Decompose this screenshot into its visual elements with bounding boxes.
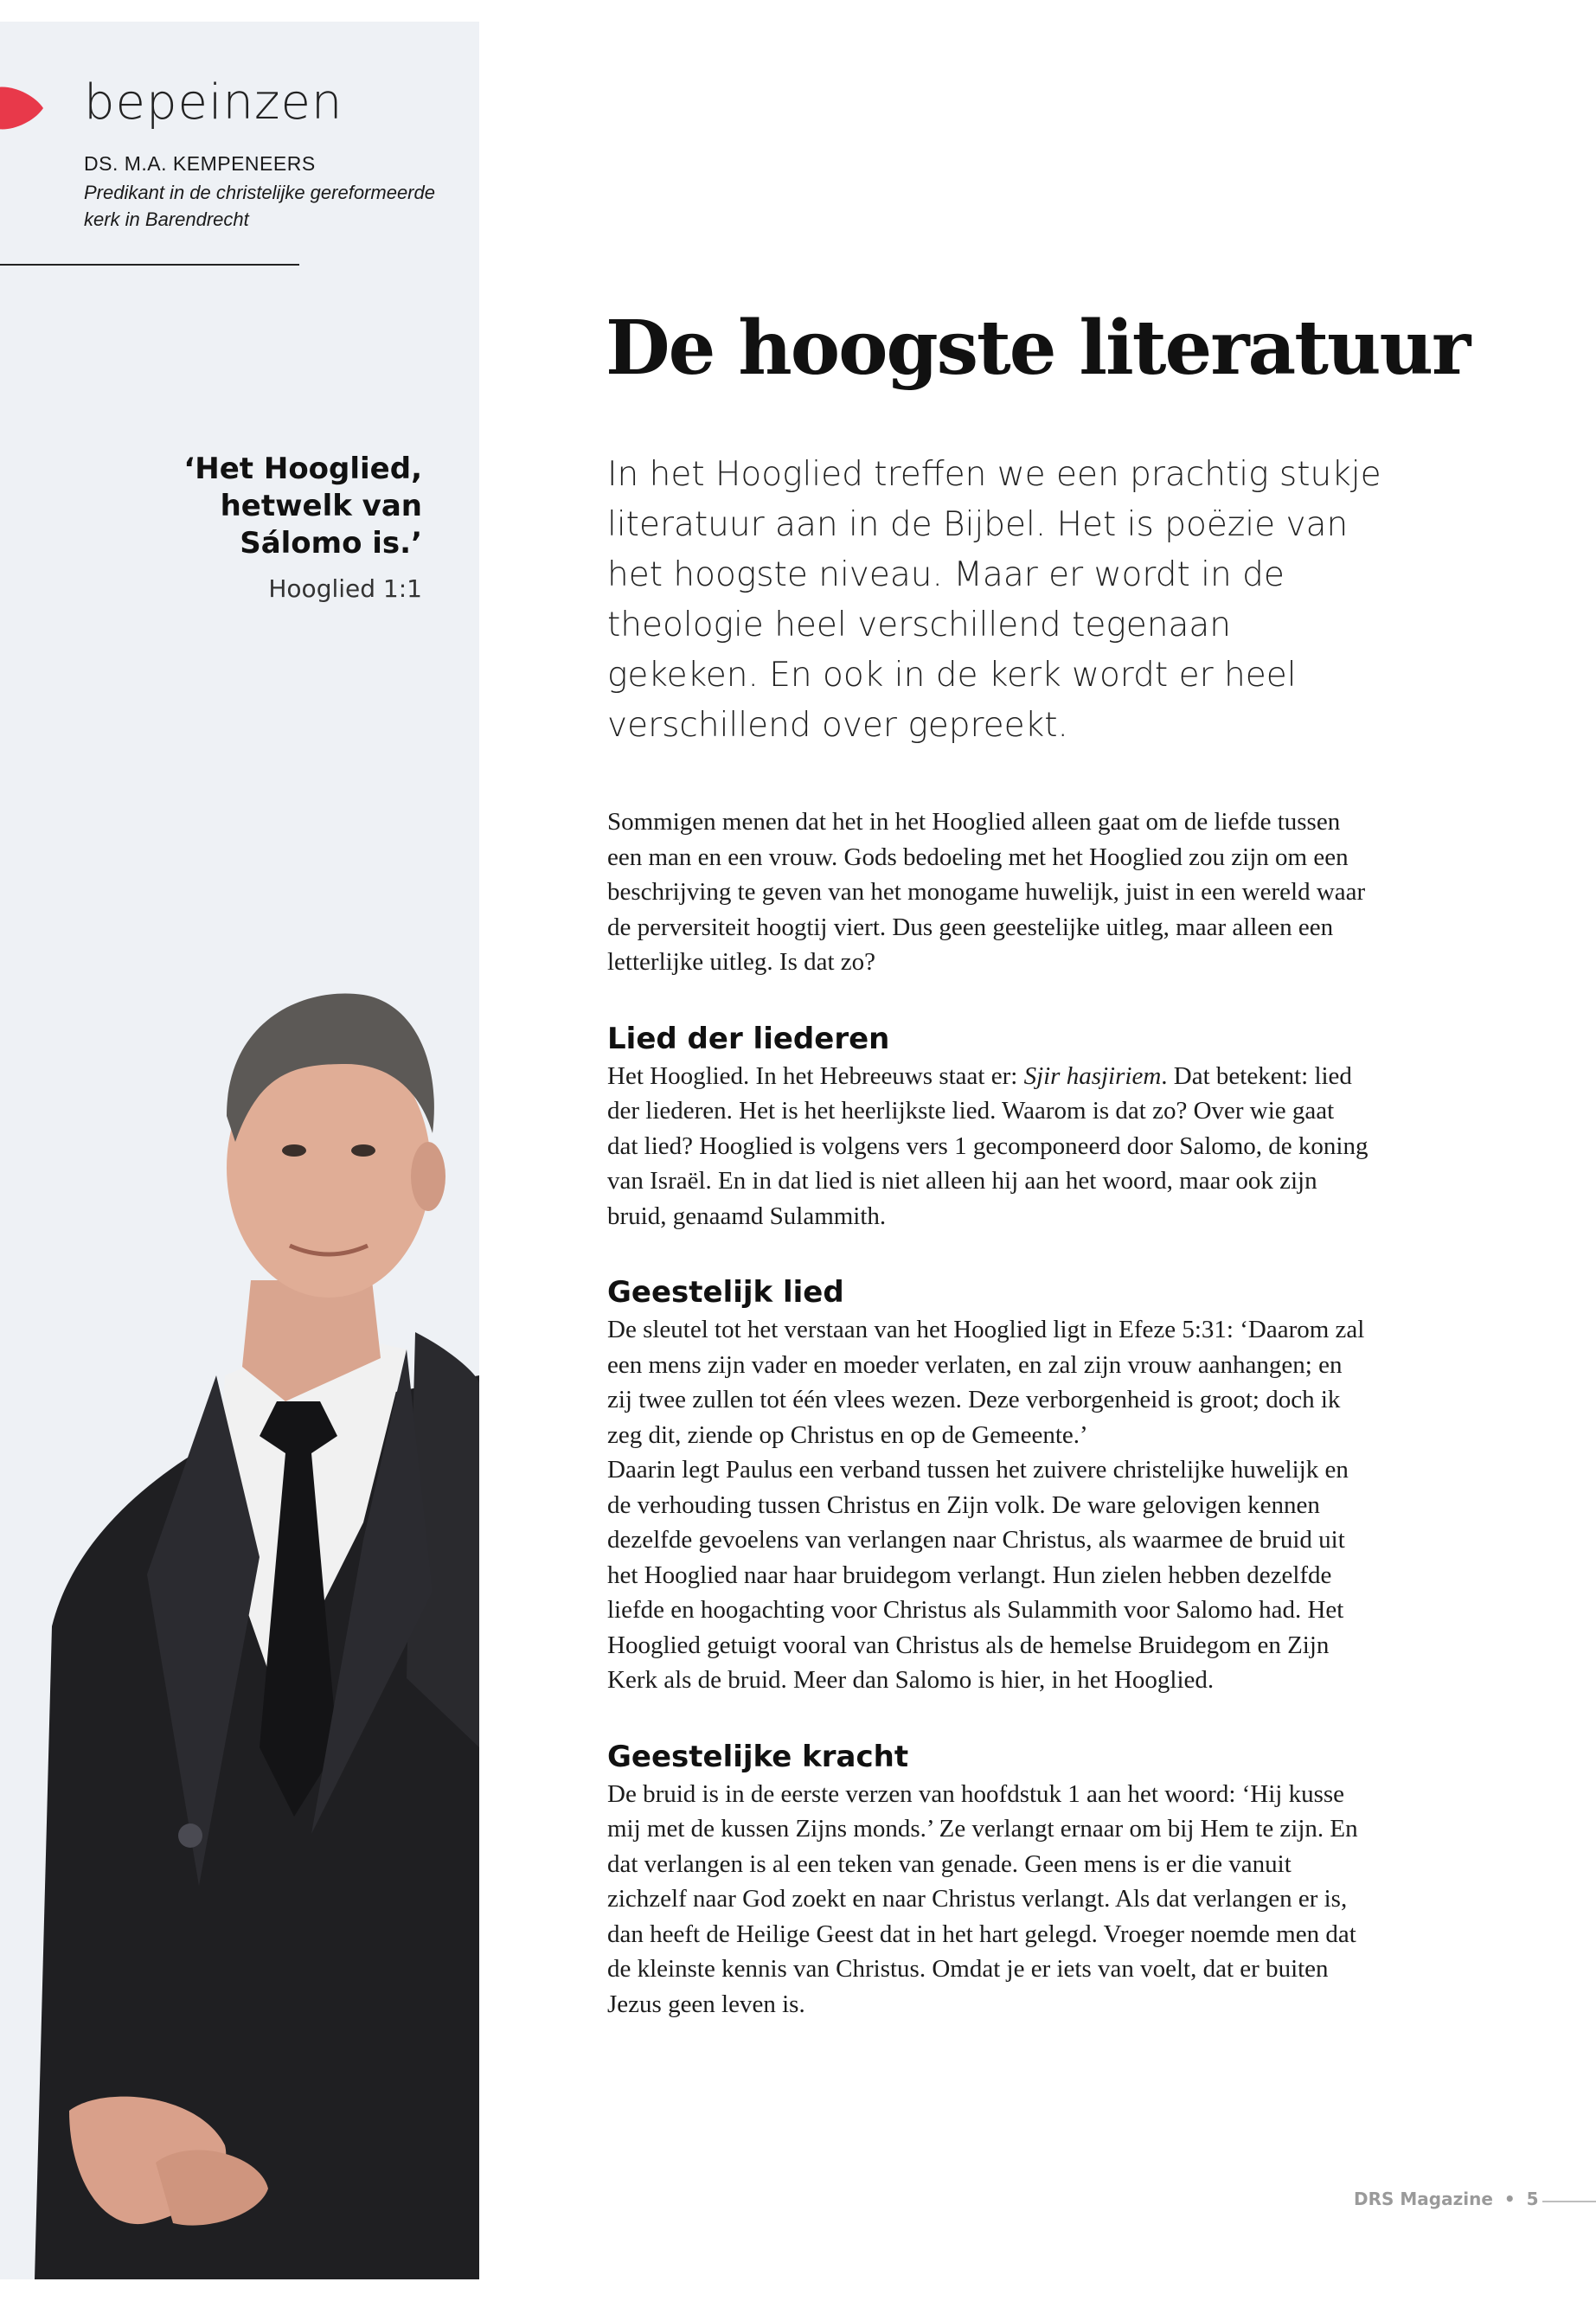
section-paragraph (607, 1059, 1368, 1234)
text-run: . Dat betekent: lied der liederen. Het is het heerlijkste lied. Waarom is dat zo? Over wie gaat dat lied? Hooglied is volgens vers 1 gecomponeerd door Salomo, de koning van Israël. En in dat lied is niet alleen hij aan het woord, maar ook zijn bruid, genaamd Sulammith. (607, 1061, 1368, 1230)
author-portrait (0, 969, 479, 2279)
red-leaf-icon (0, 84, 45, 132)
section-heading: Lied der liederen (607, 1021, 890, 1056)
section-paragraph: Daarin legt Paulus een verband tussen het zuivere christelijke huwelijk en de verhouding tussen Christus en Zijn volk. De ware gelovigen kennen dezelfde gevoelens van verlangen naar Christus, als waarmee de bruid uit het Hooglied naar haar bruidegom verlangt. Hun zielen hebben dezelfde liefde en hoogachting voor Christus als Sulammith voor Salomo had. Het Hooglied getuigt vooral van Christus als de hemelse Bruidegom en Zijn Kerk als de bruid. Meer dan Salomo is hier, in het Hooglied. (607, 1456, 1349, 1694)
page-footer (1354, 2189, 1539, 2209)
opening-paragraph: Sommigen menen dat het in het Hooglied alleen gaat om de liefde tussen een man en een vrouw. Gods bedoeling met het Hooglied zou zijn om een beschrijving te geven van het monogame huwelijk, juist in een wereld waar de perversiteit hoogtij viert. Dus geen geestelijke uitleg, maar alleen een letterlijke uitleg. Is dat zo? (607, 808, 1366, 976)
article-body (607, 804, 1368, 2022)
section-paragraph: De bruid is in de eerste verzen van hoofdstuk 1 aan het woord: ‘Hij kusse mij met de kussen Zijns monds.’ Ze verlangt ernaar om bij Hem te zijn. En dat verlangen is al een teken van genade. Geen mens is er die vanuit zichzelf naar God zoekt en naar Christus verlangt. Als dat verlangen er is, dan heeft de Heilige Geest dat in het hart gelegd. Vroeger noemde men dat de kleinste kennis van Christus. Omdat je er iets van voelt, dat er buiten Jezus geen leven is. (607, 1779, 1358, 2018)
section-heading: Geestelijke kracht (607, 1739, 909, 1774)
pull-quote-source: Hooglied 1:1 (268, 574, 422, 603)
pull-quote: ‘Het Hooglied, hetwelk van Sálomo is.’ (183, 452, 422, 561)
text-run: Het Hooglied. In het Hebreeuws staat er: (607, 1061, 1024, 1090)
footer-separator: • (1503, 2189, 1516, 2209)
article-intro: In het Hooglied treffen we een prachtig stukje literatuur aan in de Bijbel. Het is poëzie van het hoogste niveau. Maar er wordt in de theologie heel verschillend tegenaan gekeken. En ook in de kerk wordt er heel verschillend over gepreekt. (607, 455, 1381, 745)
author-divider (0, 264, 299, 266)
section-heading: Geestelijk lied (607, 1275, 844, 1310)
section-title: bepeinzen (84, 74, 343, 131)
hebrew-phrase: Sjir hasjiriem (1023, 1061, 1162, 1090)
page-number: 5 (1526, 2189, 1539, 2209)
footer-rule (1542, 2201, 1596, 2202)
article-headline: De hoogste literatuur (606, 304, 1470, 392)
section-paragraph: De sleutel tot het verstaan van het Hooglied ligt in Efeze 5:31: ‘Daarom zal een mens zijn vader en moeder verlaten, en zal zijn vrouw aanhangen; en zij twee zullen tot één vlees wezen. Deze verborgenheid is groot; doch ik zeg dit, ziende op Christus en op de Gemeente.’ (607, 1316, 1365, 1449)
author-name: DS. M.A. KEMPENEERS (84, 152, 316, 175)
author-role: Predikant in de christelijke gereformeerde kerk in Barendrecht (84, 182, 435, 230)
magazine-name: DRS Magazine (1354, 2189, 1493, 2209)
